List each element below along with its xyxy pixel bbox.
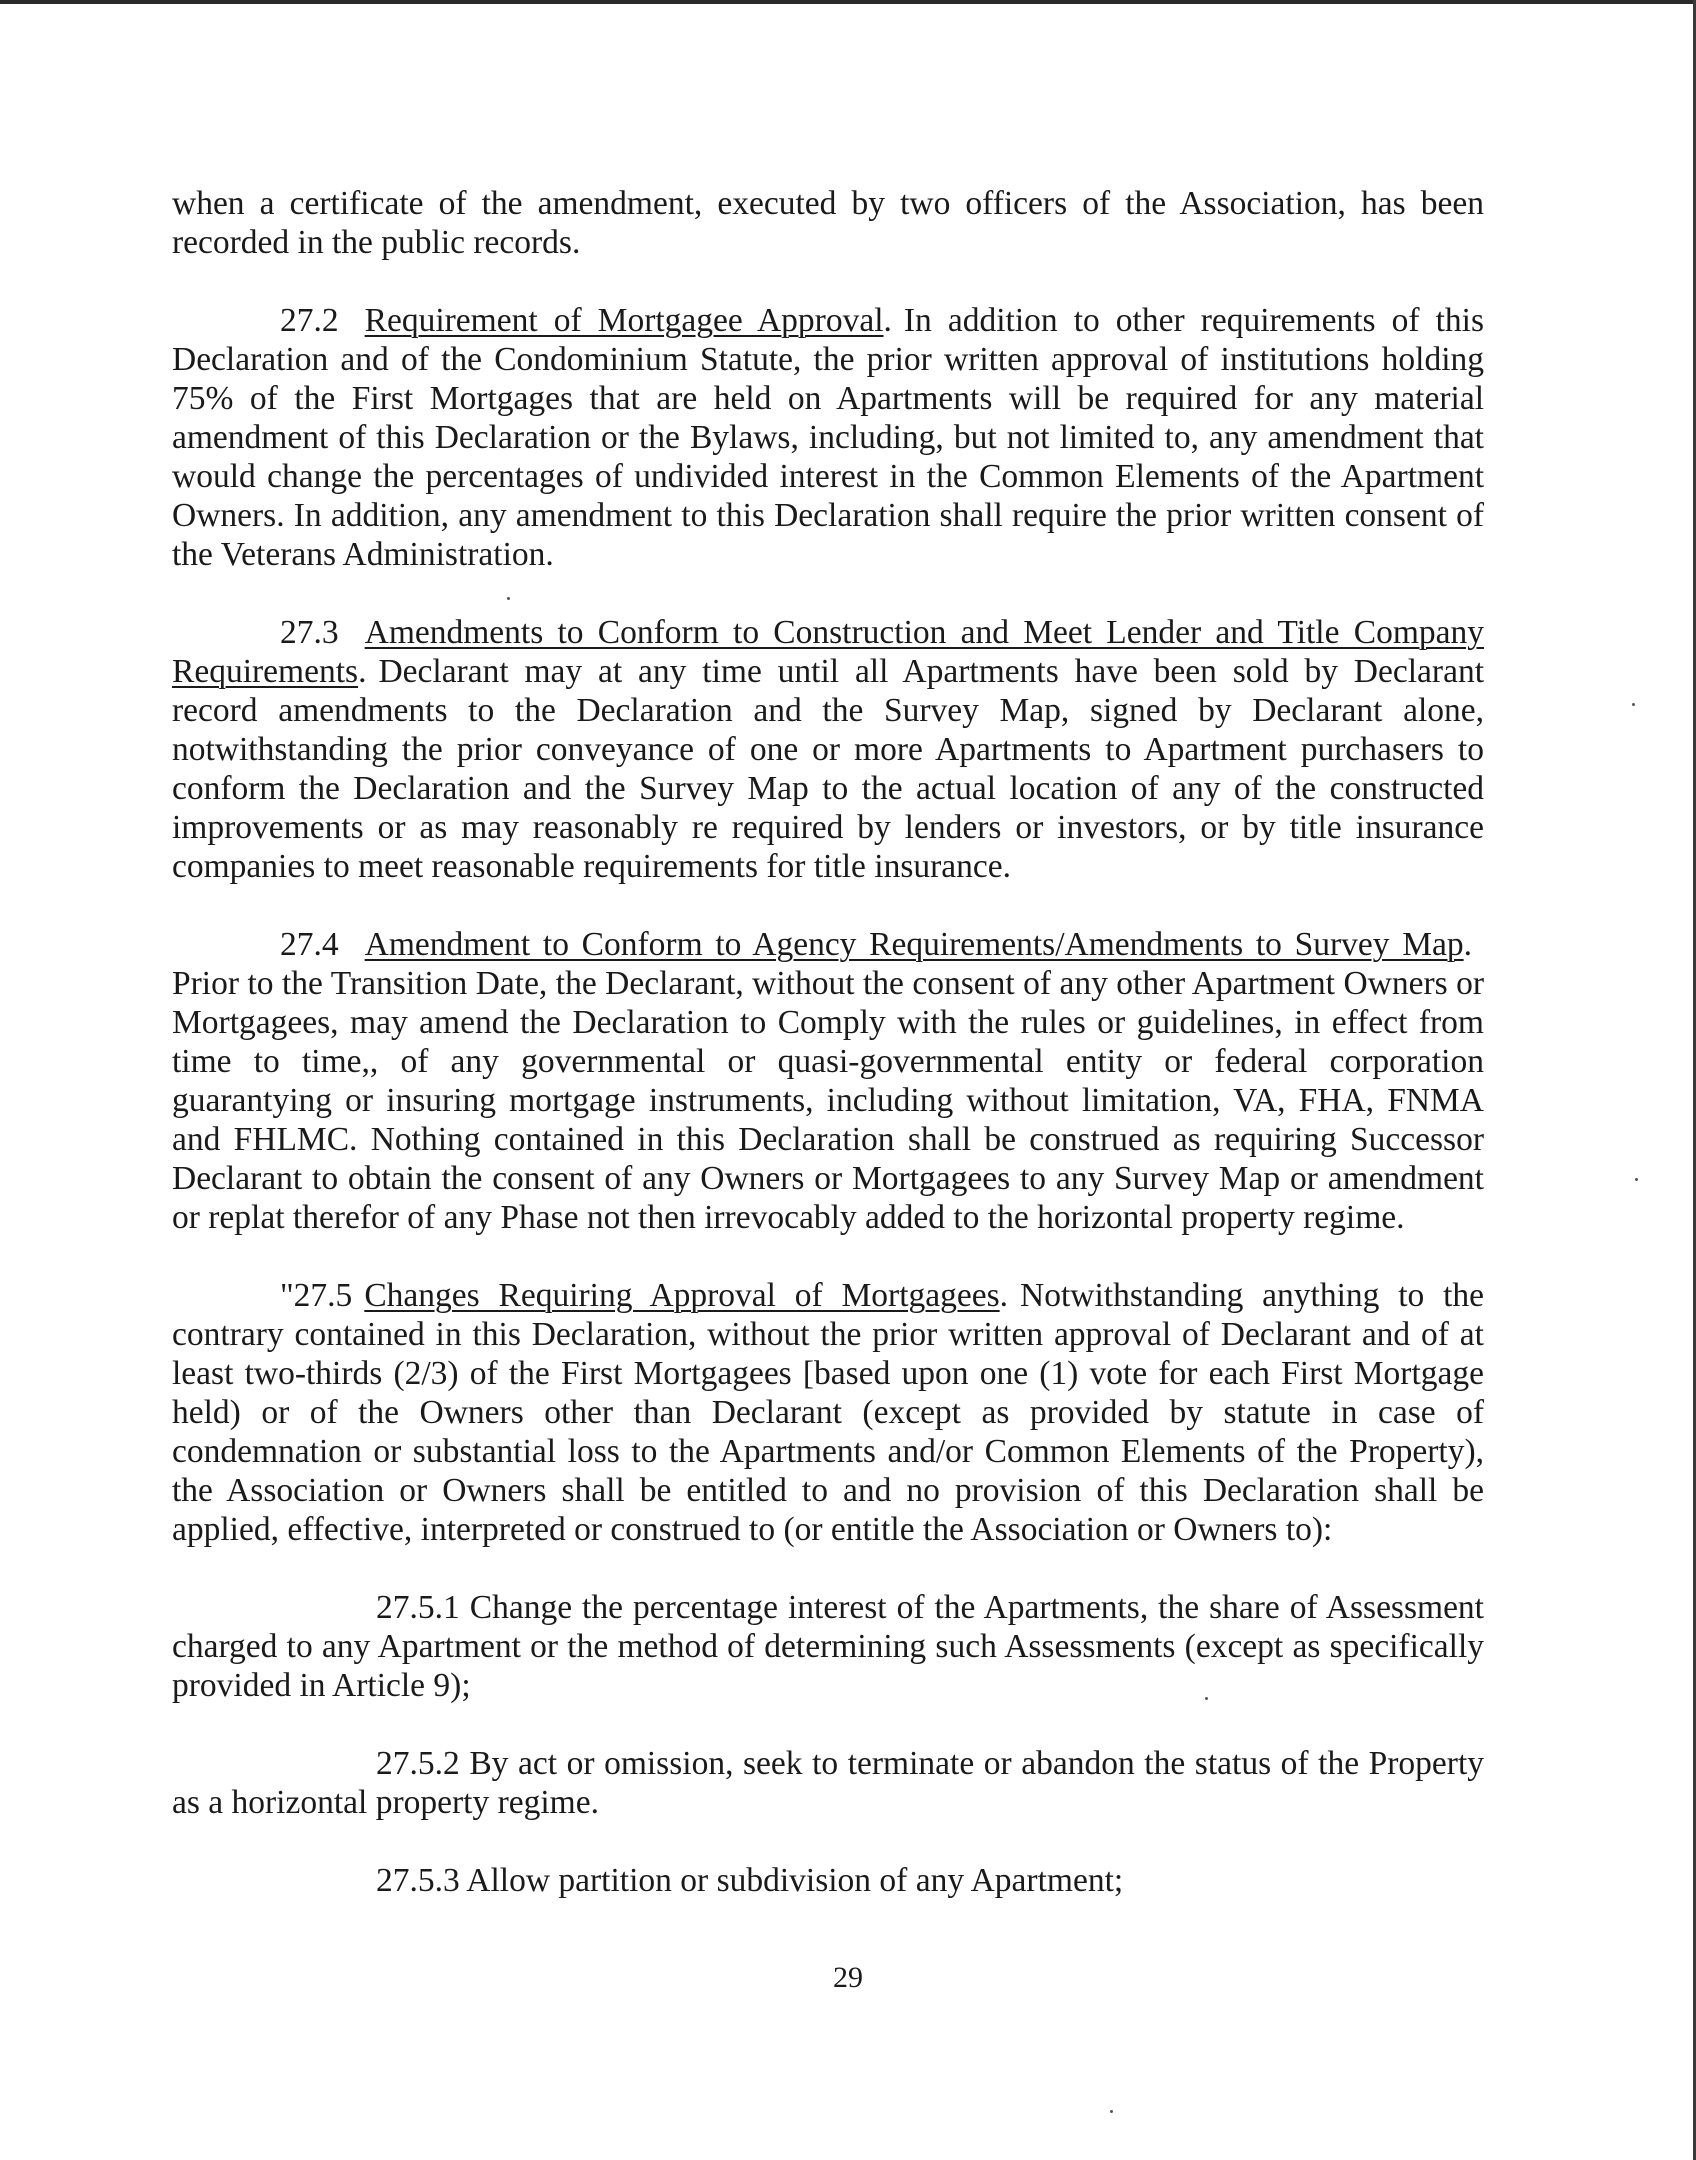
subsection-number: 27.5.3 [376,1862,460,1899]
section-body: Declarant may at any time until all Apartments have been sold by Declarant record amendments to the Declaration and the Survey Map, signed by Declarant alone, notwithstanding the prior conveyance of one or more Apartments to Apartment purchasers to conform the Declaration and the Survey Map to the actual location of any of the constructed improvements or as may reasonably re required by lenders or investors, or by title insurance companies to meet reasonable requirements for title insurance. [172,653,1484,885]
subsection-27-5-2 [172,1744,1484,1822]
section-heading: Amendments to Conform to Construction and Meet Lender and Title Company Requirements [172,614,1484,690]
scan-speck [507,597,510,600]
continuation-paragraph [172,184,1484,262]
section-number: 27.4 [280,926,339,963]
section-number: 27.2 [280,302,339,339]
subsection-27-5-1 [172,1588,1484,1705]
section-body: In addition to other requirements of this Declaration and of the Condominium Statute, the prior written approval of institutions holding 75% of the First Mortgages that are held on Apartments will be required for any material amendment of this Declaration or the Bylaws, including, but not limited to, any amendment that would change the percentages of undivided interest in the Common Elements of the Apartment Owners. In addition, any amendment to this Declaration shall require the prior written consent of the Veterans Administration. [172,302,1484,573]
section-27-4: 27.4 Amendment to Conform to Agency Requirements/Amendments to Survey Map.Prior to the Transition Date, the Declarant, without the consent of any other Apartment Owners or Mortgagees, may amend the Declaration to Comply with the rules or guidelines, in effect from time to time,, of any governmental or quasi-governmental entity or federal corporation guarantying or insuring mortgage instruments, including without limitation, VA, FHA, FNMA and FHLMC. Nothing contained in this Declaration shall be construed as requiring Successor Declarant to obtain the consent of any Owners or Mortgagees to any Survey Map or amendment or replat therefor of any Phase not then irrevocably added to the horizontal property regime. [172,926,1484,1236]
page-number: 29 [833,1961,863,1994]
section-27-5: "27.5 Changes Requiring Approval of Mortgagees. Notwithstanding anything to the contrary contained in this Declaration, without the prior written approval of Declarant and of at least two-thirds (2/3) of the First Mortgagees [based upon one (1) vote for each First Mortgage held) or of the Owners other than Declarant (except as provided by statute in case of condemnation or substantial loss to the Apartments and/or Common Elements of the Property), the Association or Owners shall be entitled to and no provision of this Declaration shall be applied, effective, interpreted or construed to (or entitle the Association or Owners to): [172,1277,1484,1548]
subsection-body: By act or omission, seek to terminate or abandon the status of the Property as a horizontal property regime. [172,1745,1485,1821]
section-heading: Amendment to Conform to Agency Requirements/Amendments to Survey Map [364,926,1464,963]
continuation-text: when a certificate of the amendment, executed by two officers of the Association, has been recorded in the public records. [172,185,1484,261]
scan-speck [1205,1697,1208,1700]
subsection-body: Change the percentage interest of the Apartments, the share of Assessment charged to any Apartment or the method of determining such Assessments (except as specifically provided in Article 9); [172,1589,1484,1704]
section-number: "27.5 [280,1277,353,1314]
scan-speck [1635,1178,1638,1181]
document-page [172,184,1484,1939]
subsection-body: Allow partition or subdivision of any Apartment; [466,1862,1124,1899]
subsection-27-5-3 [172,1861,1484,1900]
scan-speck [1110,2110,1113,2113]
section-heading: Changes Requiring Approval of Mortgagees [364,1277,1000,1314]
section-number: 27.3 [280,614,339,651]
scan-speck [1632,703,1635,706]
subsection-number: 27.5.2 [376,1745,460,1782]
section-body: Notwithstanding anything to the contrary contained in this Declaration, without the prior written approval of Declarant and of at least two-thirds (2/3) of the First Mortgagees [based upon one (1) vote for each First Mortgage held) or of the Owners other than Declarant (except as provided by statute in case of condemnation or substantial loss to the Apartments and/or Common Elements of the Property), the Association or Owners shall be entitled to and no provision of this Declaration shall be applied, effective, interpreted or construed to (or entitle the Association or Owners to): [172,1277,1484,1548]
scan-border-top [0,0,1696,4]
section-27-2: 27.2 Requirement of Mortgagee Approval. In addition to other requirements of this Declaration and of the Condominium Statute, the prior written approval of institutions holding 75% of the First Mortgages that are held on Apartments will be required for any material amendment of this Declaration or the Bylaws, including, but not limited to, any amendment that would change the percentages of undivided interest in the Common Elements of the Apartment Owners. In addition, any amendment to this Declaration shall require the prior written consent of the Veterans Administration. [172,302,1484,573]
subsection-number: 27.5.1 [376,1589,460,1626]
section-body: Prior to the Transition Date, the Declarant, without the consent of any other Apartment Owners or Mortgagees, may amend the Declaration to Comply with the rules or guidelines, in effect from time to time,, of any governmental or quasi-governmental entity or federal corporation guarantying or insuring mortgage instruments, including without limitation, VA, FHA, FNMA and FHLMC. Nothing contained in this Declaration shall be construed as requiring Successor Declarant to obtain the consent of any Owners or Mortgagees to any Survey Map or amendment or replat therefor of any Phase not then irrevocably added to the horizontal property regime. [172,965,1484,1236]
section-heading: Requirement of Mortgagee Approval [364,302,884,339]
section-27-3: 27.3 Amendments to Conform to Construction and Meet Lender and Title Company Requirements. Declarant may at any time until all Apartments have been sold by Declarant record amendments to the Declaration and the Survey Map, signed by Declarant alone, notwithstanding the prior conveyance of one or more Apartments to Apartment purchasers to conform the Declaration and the Survey Map to the actual location of any of the constructed improvements or as may reasonably re required by lenders or investors, or by title insurance companies to meet reasonable requirements for title insurance. [172,614,1484,885]
